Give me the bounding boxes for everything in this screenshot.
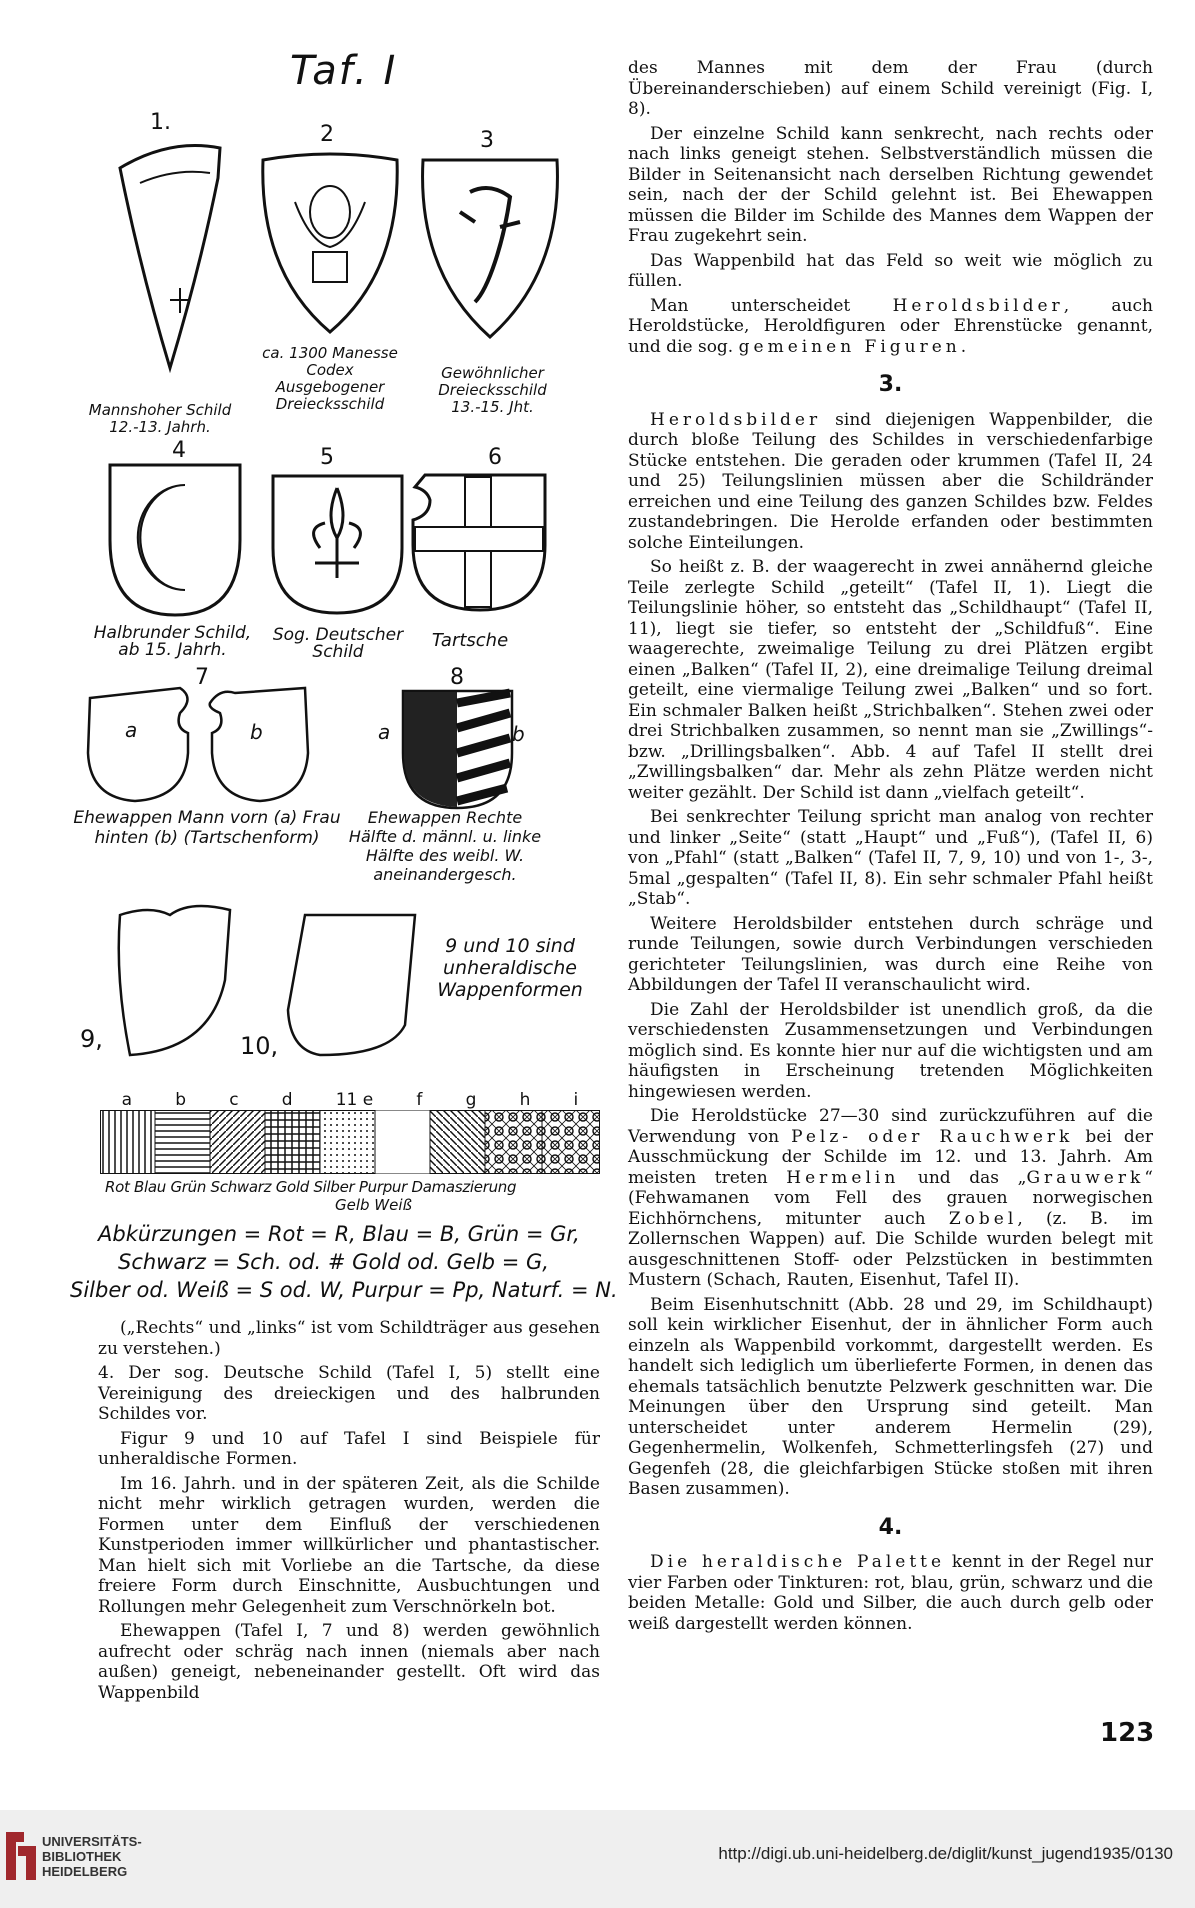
shield-8-ehewappen-combined [395,683,520,813]
shield-6-tartsche [405,465,550,615]
swatch-names: Rot Blau Grün Schwarz Gold Silber Purpur Damaszierung [105,1178,517,1196]
paragraph: Das Wappenbild hat das Feld so weit wie möglich zu füllen. [628,250,1153,291]
shield-3-dreiecks [415,152,565,342]
footer-bar [0,1810,1195,1908]
figure-number-3: 3 [480,128,494,153]
paragraph: Bei senkrechter Teilung spricht man analog von rechter und linker „Seite“ (statt „Haupt“ und „Fuß“), (Tafel II, 6) von „Pfahl“ (statt „Balken“ (Tafel II, 7, 9, 10) und von 1-, 3-, 5mal „gespalten“ (Tafel II, 8). Ein sehr schmaler Pfahl heißt „Stab“. [628,807,1153,909]
shield-1-mannshoher [100,128,240,378]
shield-5-deutscher [265,468,410,618]
paragraph: So heißt z. B. der waagerecht in zwei annähernd gleiche Teile zerlegte Schild „geteilt“ (Tafel II, 1). Liegt die Teilungslinie höher, so entsteht das „Schildhaupt“ (Tafel II, 11), liegt sie tiefer, so entsteht der „Schildfuß“. Eine waagerechte, zweimalige Teilung zu drei Plätzen ergibt einen „Balken“ (Tafel II, 2), eine dreimalige Teilung dreimal geteilt, eine viermalige Teilung zwei „Balken“ und so fort. Ein schmaler Balken heißt „Strichbalken“. Stehen zwei oder drei Strichbalken zusammen, so nennt man sie „Zwillings“- bzw. „Drillingsbalken“. Abb. 4 auf Tafel II stellt drei „Zwillingsbalken“ dar. Mehr als zehn Plätze werden nicht weiter gezählt. Der Schild ist dann „vielfach geteilt“. [628,557,1153,803]
figure-number-4: 4 [172,438,186,463]
label-a-fig7: a [125,718,138,742]
paragraph: („Rechts“ und „links“ ist vom Schildträger aus gesehen zu verstehen.) [98,1318,600,1359]
label-b-fig8: b [512,722,525,746]
shield-9-unheraldic [110,900,240,1060]
paragraph: Man unterscheidet Heroldsbilder, auch Heroldstücke, Heroldfiguren oder Ehrenstücke genannt, und die sog. gemeinen Figuren. [628,295,1153,357]
page-number: 123 [1100,1718,1155,1748]
figure-number-5: 5 [320,445,334,470]
library-logo-text[interactable]: UNIVERSITÄTS- BIBLIOTHEK HEIDELBERG [42,1834,142,1879]
paragraph: Figur 9 und 10 auf Tafel I sind Beispiele für unheraldische Formen. [98,1428,600,1469]
paragraph: des Mannes mit dem der Frau (durch Übereinanderschieben) auf einem Schild vereinigt (Fig. I, 8). [628,58,1153,119]
shield-7-ehewappen-tartsche [80,683,320,808]
swatch-letter: d [281,1090,293,1110]
swatch-letters-row [100,1090,600,1110]
unheraldic-note: 9 und 10 sind unheraldische Wappenformen [437,935,583,1001]
paragraph: Die Zahl der Heroldsbilder ist unendlich groß, da die verschiedensten Zusammensetzungen und Verbindungen möglich sind. Es konnte hier nur auf die wichtigsten und am häufigsten in Erscheinung tretenden Möglichkeiten hingewiesen werden. [628,999,1153,1102]
figure-number-10: 10, [240,1032,279,1060]
section-heading-4: 4. [878,1514,903,1540]
source-url[interactable]: http://digi.ub.uni-heidelberg.de/diglit/kunst_jugend1935/0130 [718,1844,1173,1863]
section-heading-3: 3. [878,372,903,397]
paragraph: Die heraldische Palette kennt in der Regel nur vier Farben oder Tinkturen: rot, blau, grün, schwarz und die beiden Metalle: Gold und Silber, die auch durch gelb oder weiß dargestellt werden können. [628,1552,1153,1634]
swatch-letter: b [175,1090,186,1110]
shield-4-halbrund [105,460,245,620]
caption-7: Ehewappen Mann vorn (a) Frau hinten (b) (Tartschenform) [73,808,341,848]
paragraph: Heroldsbilder sind diejenigen Wappenbilder, die durch bloße Teilung des Schildes in verschiedenfarbige Stücke entstehen. Die geraden oder krummen (Tafel II, 24 und 25) Teilungslinien müssen aber die Schildränder erreichen und eine Teilung des ganzen Schildes bzw. Feldes zustandebringen. Die Herolde erfanden oder bestimmten solche Einteilungen. [628,409,1153,553]
swatch-letter: f [416,1090,423,1110]
caption-2: ca. 1300 Manesse Codex Ausgebogener Dreiecksschild [262,344,398,413]
paragraph: Beim Eisenhutschnitt (Abb. 28 und 29, im Schildhaupt) soll kein wirklicher Eisenhut, der in ähnlicher Form auch einzeln als Wappenbild vorkommt, dargestellt werden. Es handelt sich lediglich um überlieferte Formen, in denen das ehemals tatsächlich benutzte Pelzwerk geschnitten war. Die Meinungen über den Ursprung sind geteilt. Man unterscheidet unter anderem Hermelin (29), Gegenhermelin, Wolkenfeh, Schmetterlingsfeh (27) und Gegenfeh (28, die gleichfarbigen Stücke stoßen mit ihren Basen zusammen). [628,1294,1153,1499]
paragraph: Die Heroldstücke 27—30 sind zurückzuführen auf die Verwendung von Pelz- oder Rauchwerk bei der Ausschmückung der Schilde im 12. und 13. Jahrh. Am meisten treten Hermelin und das „Grauwerk“ (Fehwamanen vom Fell des grauen norwegischen Eichhörnchens, mitunter auch Zobel, (z. B. im Zollernschen Wappen) auf. Die Schilde wurden belegt mit ausgeschnittenen Stoff- oder Pelzstücken in bestimmten Mustern (Schach, Rauten, Eisenhut, Tafel II). [628,1106,1153,1290]
caption-3: Gewöhnlicher Dreiecksschild 13.-15. Jht. [438,364,547,416]
caption-1: Mannshoher Schild 12.-13. Jahrh. [88,401,232,436]
shield-10-unheraldic [280,910,420,1060]
caption-8: Ehewappen Rechte Hälfte d. männl. u. linke Hälfte des weibl. W. aneinandergesch. [348,808,542,884]
abbr-line-3: Silber od. Weiß = S od. W, Purpur = Pp, Naturf. = N. [70,1278,618,1302]
figure-number-2: 2 [320,122,334,147]
library-logo-icon [4,1830,38,1882]
swatch-letter: 11 e [335,1090,374,1110]
figure-number-1: 1. [150,110,171,135]
left-column-text [98,1318,600,1707]
label-a-fig8: a [378,720,391,744]
paragraph: Im 16. Jahrh. und in der späteren Zeit, als die Schilde nicht mehr wirklich getragen wurden, werden die Formen unter dem Einfluß der verschiedenen Kunstperioden immer willkürlicher und phantastischer. Man hielt sich mit Vorliebe an die Tartsche, da diese freiere Form durch Einschnitte, Ausbuchtungen und Rollungen mehr Gelegenheit zum Verschnörkeln bot. [98,1473,600,1617]
figure-number-6: 6 [488,445,502,470]
shield-2-manesse [255,152,405,337]
swatch-letter: h [519,1090,531,1110]
paragraph: Ehewappen (Tafel I, 7 und 8) werden gewöhnlich aufrecht oder schräg nach innen (niemals aber nach außen) geneigt, nebeneinander gestellt. Oft wird das Wappenbild [98,1621,600,1703]
figure-number-7: 7 [195,665,209,690]
figure-number-8: 8 [450,665,464,690]
abbr-line-2: Schwarz = Sch. od. # Gold od. Gelb = G, [118,1250,549,1274]
caption-5: Sog. Deutscher Schild [272,625,404,662]
swatch-letter: g [465,1090,477,1110]
label-b-fig7: b [250,720,263,744]
figure-number-9: 9, [80,1025,103,1053]
tincture-swatches [100,1110,600,1174]
swatch-letter: i [573,1090,579,1110]
caption-6: Tartsche [431,630,509,651]
swatch-names-line2: Gelb Weiß [335,1196,412,1214]
plate-title: Taf. I [290,48,398,94]
paragraph: Der einzelne Schild kann senkrecht, nach rechts oder nach links geneigt stehen. Selbstverständlich müssen die Bilder in Seitenansicht nach derselben Richtung gewendet sein, nach der der Schild gelehnt ist. Bei Ehewappen müssen die Bilder im Schilde des Mannes dem Wappen der Frau zugekehrt sein. [628,123,1153,246]
paragraph: Weitere Heroldsbilder entstehen durch schräge und runde Teilungen, sowie durch Verbindungen verschieden gerichteter Teilungslinien, was durch eine Reihe von Abbildungen der Tafel II veranschaulicht wird. [628,913,1153,995]
abbr-line-1: Abkürzungen = Rot = R, Blau = B, Grün = Gr, [98,1222,580,1246]
paragraph: 4. Der sog. Deutsche Schild (Tafel I, 5) stellt eine Vereinigung des dreieckigen und des halbrunden Schildes vor. [98,1363,600,1424]
right-column-text [628,58,1153,1638]
swatch-letter: c [229,1090,239,1110]
swatch-letter: a [121,1090,133,1110]
caption-4: Halbrunder Schild, ab 15. Jahrh. [93,623,252,660]
